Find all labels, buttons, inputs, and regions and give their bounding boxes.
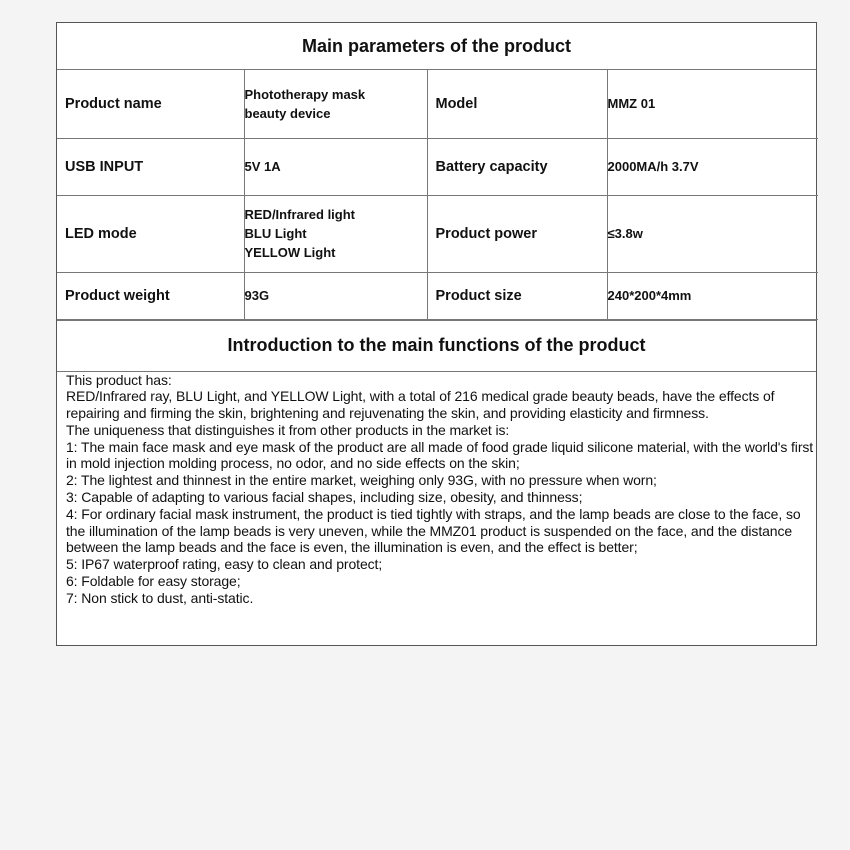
intro-line: 3: Capable of adapting to various facial shapes, including size, obesity, and thinness; (66, 489, 583, 506)
value-line: YELLOW Light (244, 245, 336, 260)
intro-line: 4: For ordinary facial mask instrument, the product is tied tightly with straps, and the lamp beads are close to the face, so the illumination of the lamp beads is very uneven, while the MMZ01 product is suspended on the face, and the distance between the lamp beads and the face is even, the illumination is even, and the effect is better; (66, 505, 801, 556)
param-value (244, 70, 427, 138)
intro-line: The uniqueness that distinguishes it from other products in the market is: (66, 421, 510, 438)
param-label: LED mode (57, 195, 244, 272)
main-parameters-title: Main parameters of the product (57, 23, 816, 70)
param-value: ≤3.8w (607, 195, 818, 272)
param-value (244, 138, 427, 195)
table-row (57, 70, 818, 138)
param-value: 240*200*4mm (607, 272, 818, 319)
param-label: USB INPUT (57, 138, 244, 195)
intro-line: 1: The main face mask and eye mask of the product are all made of food grade liquid silicone material, with the world's first in mold injection molding process, no odor, and no side effects on the skin; (66, 438, 814, 472)
param-label: Product weight (57, 272, 244, 319)
value-line: beauty device (244, 105, 331, 121)
table-row (57, 272, 818, 319)
intro-line: 6: Foldable for easy storage; (66, 573, 241, 590)
functions-title: Introduction to the main functions of the product (57, 320, 816, 372)
functions-description (57, 372, 816, 607)
spec-sheet (56, 22, 817, 646)
table-row (57, 138, 818, 195)
value-line: 5V 1A (244, 159, 281, 174)
intro-line: 2: The lightest and thinnest in the entire market, weighing only 93G, with no pressure when worn; (66, 472, 657, 489)
param-value (244, 195, 427, 272)
intro-line: 5: IP67 waterproof rating, easy to clean and protect; (66, 556, 383, 573)
intro-line: 7: Non stick to dust, anti-static. (66, 589, 254, 606)
param-value: 2000MA/h 3.7V (607, 138, 818, 195)
intro-line: This product has: (66, 371, 172, 388)
param-label: Product size (427, 272, 607, 319)
value-line: 93G (244, 288, 270, 303)
value-line: BLU Light (244, 226, 307, 241)
param-label: Product name (57, 70, 244, 138)
param-value: MMZ 01 (607, 70, 818, 138)
param-label: Product power (427, 195, 607, 272)
value-line: Phototherapy mask (244, 86, 366, 102)
param-value (244, 272, 427, 319)
table-row (57, 195, 818, 272)
intro-line: RED/Infrared ray, BLU Light, and YELLOW Light, with a total of 216 medical grade beauty beads, have the effects of repairing and firming the skin, brightening and rejuvenating the skin, and providing elasticity and firmness. (66, 388, 775, 422)
parameters-table (57, 70, 818, 320)
param-label: Battery capacity (427, 138, 607, 195)
value-line: RED/Infrared light (244, 207, 356, 222)
param-label: Model (427, 70, 607, 138)
